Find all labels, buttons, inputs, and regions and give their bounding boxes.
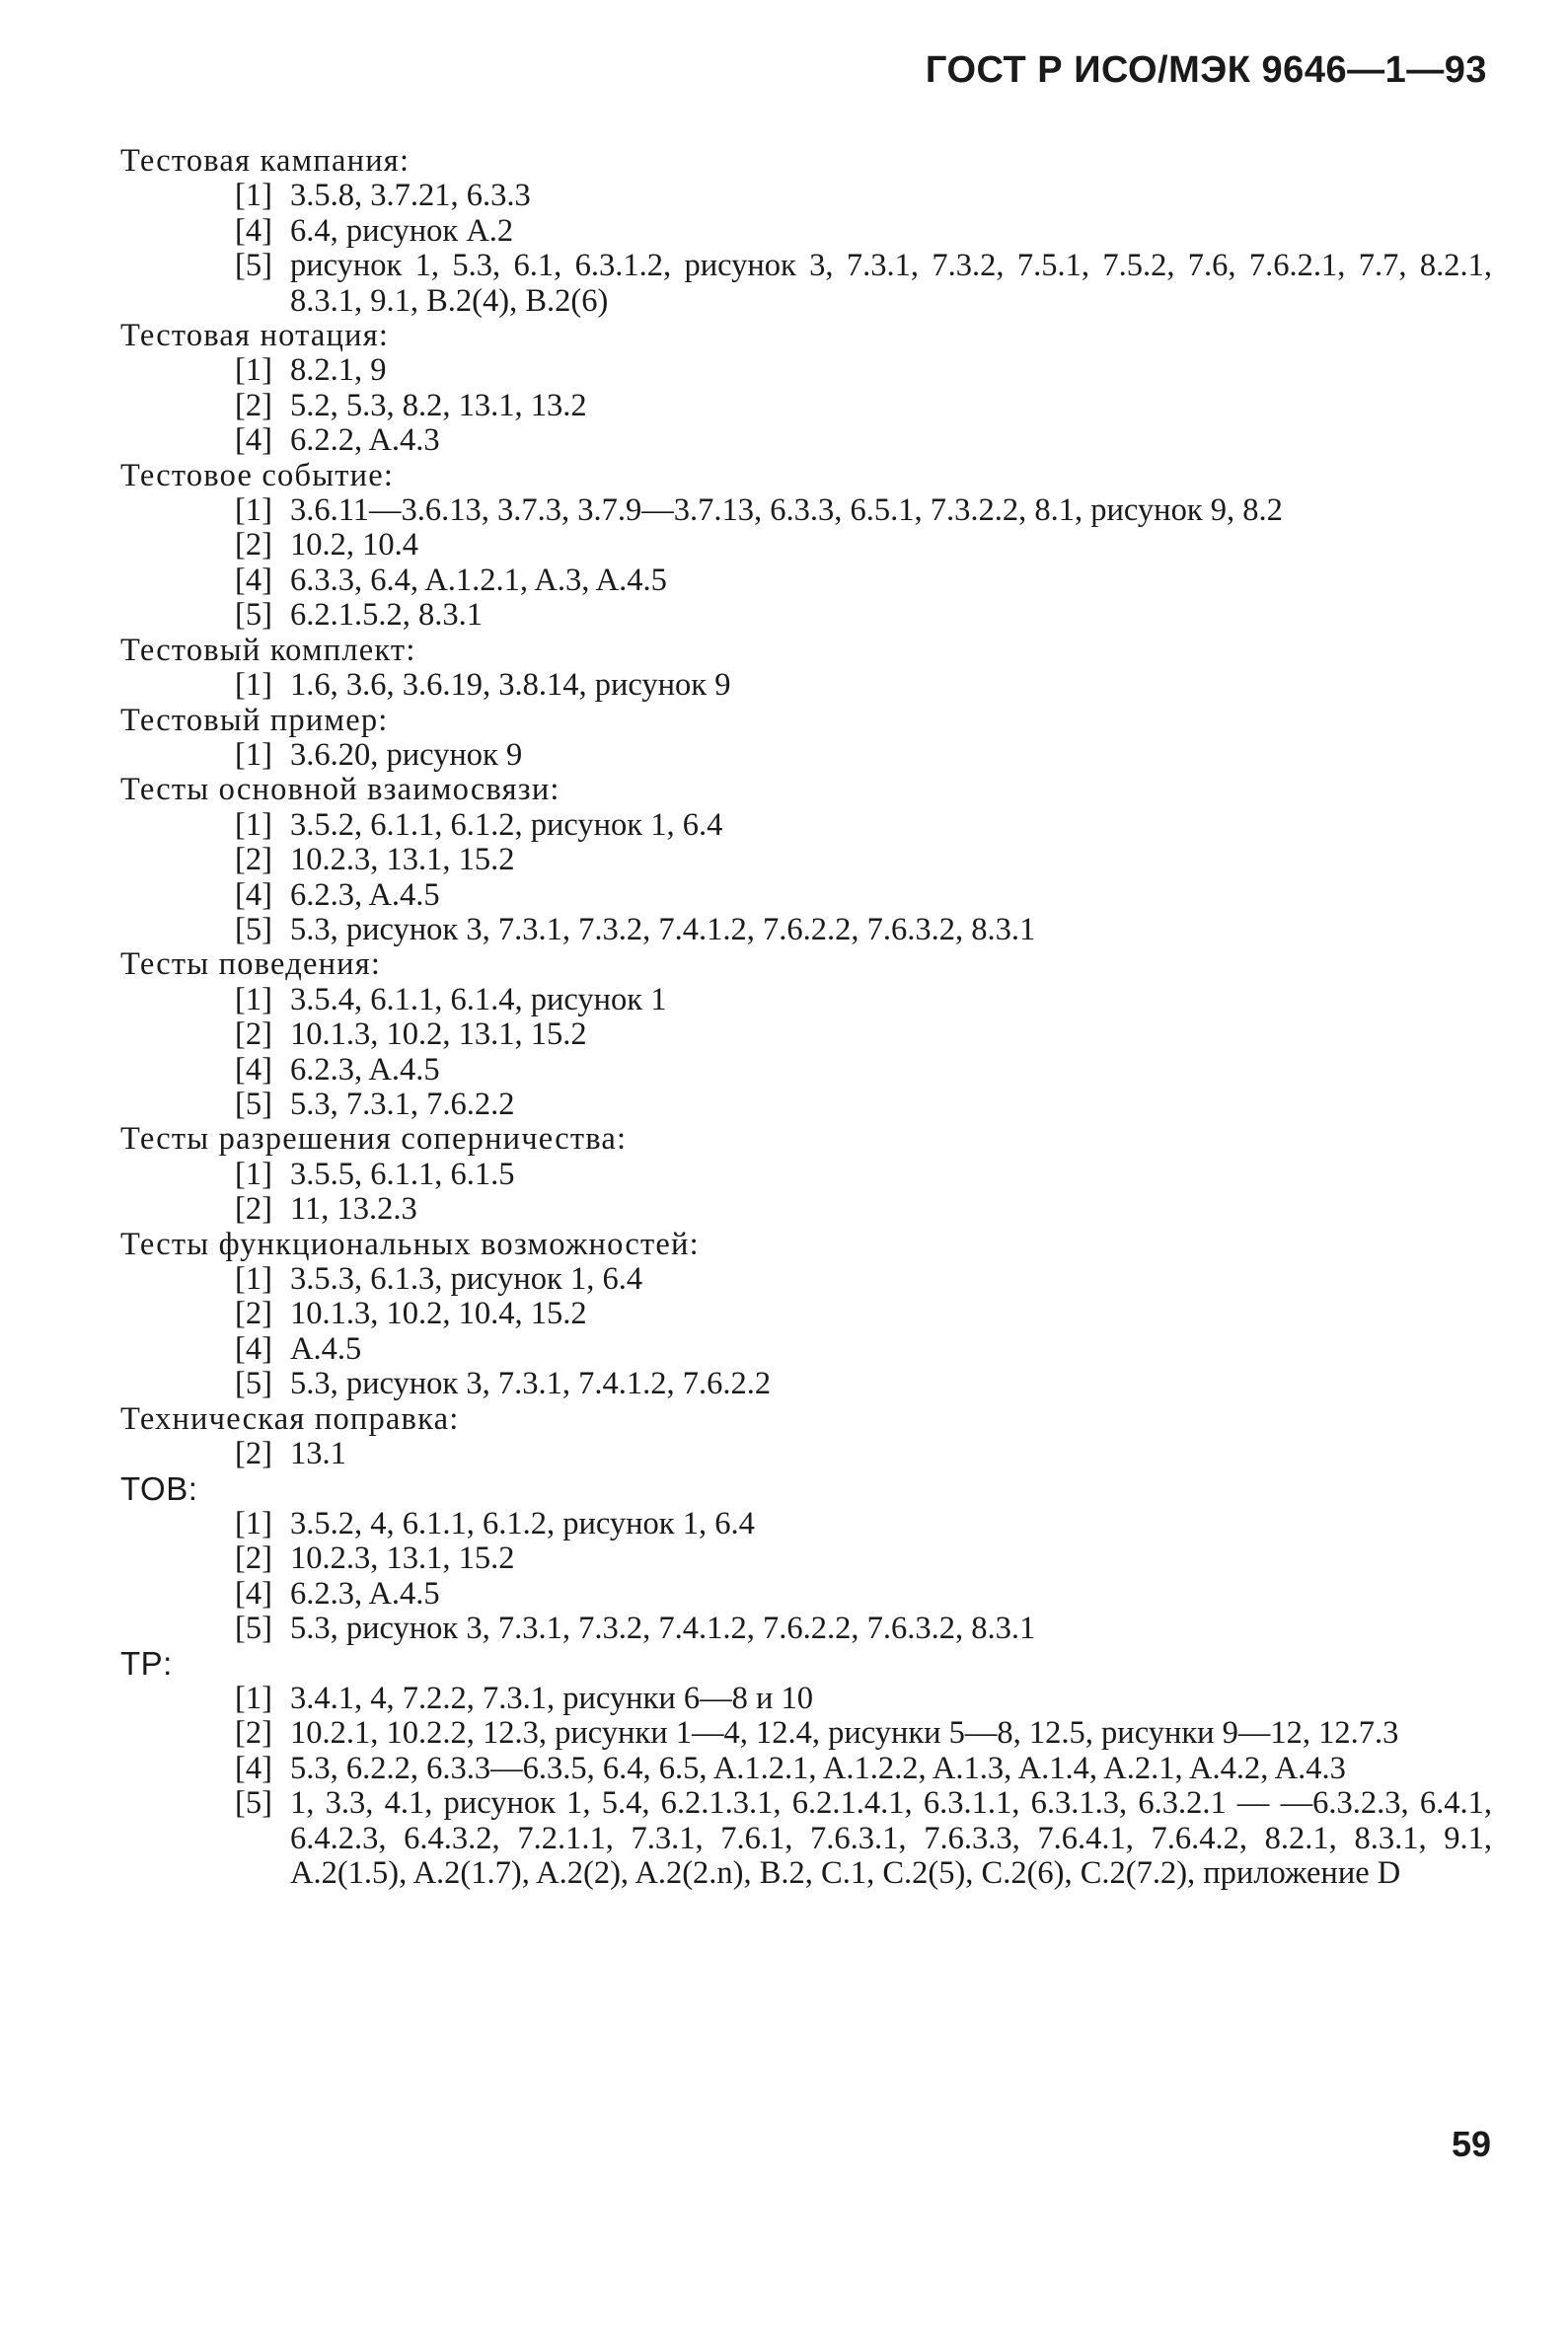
reference-locations: 3.5.2, 4, 6.1.1, 6.1.2, рисунок 1, 6.4 (290, 1505, 755, 1541)
reference-source: [2] (235, 1540, 272, 1577)
reference-source: [2] (235, 1296, 272, 1332)
reference-locations: 5.3, рисунок 3, 7.3.1, 7.3.2, 7.4.1.2, 7.6.2.2, 7.6.3.2, 8.3.1 (290, 911, 1036, 947)
index-entry (120, 1228, 1492, 1402)
reference-source: [5] (235, 1611, 272, 1647)
index-entry (120, 1646, 1492, 1891)
index-entry (120, 1122, 1492, 1227)
reference-source: [1] (235, 981, 272, 1017)
index-reference (120, 1297, 1492, 1331)
reference-locations: 10.2, 10.4 (290, 527, 418, 563)
index-reference (120, 1437, 1492, 1471)
reference-source: [2] (235, 1016, 272, 1053)
index-reference (120, 1541, 1492, 1576)
index-reference (120, 1752, 1492, 1786)
index-entry (120, 634, 1492, 704)
index-term: Тесты разрешения соперничества: (120, 1121, 628, 1158)
index-reference (120, 1088, 1492, 1122)
index-reference (120, 563, 1492, 598)
index-term: Тестовое событие: (120, 457, 395, 493)
reference-locations: 10.2.3, 13.1, 15.2 (290, 842, 515, 878)
index-entry (120, 1471, 1492, 1646)
reference-source: [1] (235, 736, 272, 773)
reference-locations: 6.4, рисунок A.2 (290, 212, 514, 249)
index-reference (120, 493, 1492, 528)
reference-source: [2] (235, 527, 272, 563)
reference-source: [4] (235, 212, 272, 249)
index-reference (120, 1192, 1492, 1227)
index-term: Тесты функциональных возможностей: (120, 1226, 700, 1262)
subject-index (120, 144, 1492, 1891)
reference-locations: 6.2.3, A.4.5 (290, 1051, 440, 1088)
reference-locations: 1, 3.3, 4.1, рисунок 1, 5.4, 6.2.1.3.1, 6.2.1.4.1, 6.3.1.1, 6.3.1.3, 6.3.2.1 — —6.3.2.3, 6.4.1, 6.4.2.3, 6.4.3.2, 7.2.1.1, 7.3.1, 7.6.1, 7.6.3.1, 7.6.3.3, 7.6.4.1, 7.6.4.2, 8.2.1, 8.3.1, 9.1, A.2(1.5), A.2(1.7), A.2(2), A.2(2.n), B.2, C.1, C.2(5), C.2(6), C.2(7.2), приложение D (290, 1785, 1492, 1891)
index-entry (120, 459, 1492, 634)
reference-locations: 3.6.20, рисунок 9 (290, 736, 523, 773)
reference-source: [1] (235, 352, 272, 389)
reference-locations: 6.2.2, A.4.3 (290, 422, 440, 459)
reference-source: [5] (235, 1785, 272, 1822)
reference-source: [1] (235, 1505, 272, 1541)
index-entry (120, 704, 1492, 774)
index-reference (120, 1682, 1492, 1716)
index-term: Тестовая кампания: (120, 143, 411, 179)
reference-source: [1] (235, 806, 272, 843)
reference-locations: 3.5.5, 6.1.1, 6.1.5 (290, 1156, 515, 1192)
index-term: TP: (120, 1645, 173, 1683)
reference-source: [2] (235, 1191, 272, 1228)
reference-source: [5] (235, 1366, 272, 1402)
index-entry (120, 1402, 1492, 1472)
index-reference (120, 808, 1492, 843)
index-reference (120, 983, 1492, 1017)
reference-source: [4] (235, 1575, 272, 1612)
reference-source: [1] (235, 667, 272, 704)
reference-locations: 3.5.2, 6.1.1, 6.1.2, рисунок 1, 6.4 (290, 806, 723, 843)
index-entry (120, 319, 1492, 459)
reference-locations: 3.4.1, 4, 7.2.2, 7.3.1, рисунки 6—8 и 10 (290, 1680, 813, 1716)
index-reference (120, 738, 1492, 773)
reference-locations: 6.2.3, A.4.5 (290, 1575, 440, 1612)
index-term: TOB: (120, 1470, 198, 1508)
reference-locations: 10.2.3, 13.1, 15.2 (290, 1540, 515, 1577)
reference-source: [5] (235, 1086, 272, 1122)
reference-source: [5] (235, 248, 272, 284)
reference-source: [4] (235, 876, 272, 913)
reference-source: [4] (235, 1051, 272, 1088)
page-number: 59 (1451, 2124, 1491, 2164)
reference-source: [1] (235, 1680, 272, 1716)
reference-source: [1] (235, 492, 272, 529)
index-reference (120, 528, 1492, 563)
reference-source: [4] (235, 1330, 272, 1367)
index-term: Техническая поправка: (120, 1400, 460, 1437)
index-reference (120, 249, 1492, 319)
reference-locations: 6.3.3, 6.4, A.1.2.1, A.3, A.4.5 (290, 562, 667, 598)
index-term: Тестовая нотация: (120, 318, 390, 354)
index-reference (120, 1053, 1492, 1088)
reference-source: [1] (235, 1261, 272, 1297)
index-reference (120, 1577, 1492, 1612)
reference-source: [4] (235, 562, 272, 598)
index-reference (120, 1507, 1492, 1541)
index-reference (120, 1332, 1492, 1367)
index-reference (120, 1158, 1492, 1192)
reference-source: [2] (235, 1436, 272, 1472)
index-term: Тесты поведения: (120, 946, 382, 983)
reference-locations: 3.5.3, 6.1.3, рисунок 1, 6.4 (290, 1261, 643, 1297)
reference-source: [2] (235, 842, 272, 878)
reference-locations: 13.1 (290, 1436, 346, 1472)
index-entry (120, 773, 1492, 947)
index-reference (120, 1786, 1492, 1891)
reference-locations: 3.6.11—3.6.13, 3.7.3, 3.7.9—3.7.13, 6.3.3, 6.5.1, 7.3.2.2, 8.1, рисунок 9, 8.2 (290, 492, 1283, 529)
document-header: ГОСТ Р ИСО/МЭК 9646—1—93 (925, 49, 1487, 91)
reference-source: [1] (235, 178, 272, 214)
reference-locations: 3.5.8, 3.7.21, 6.3.3 (290, 178, 531, 214)
index-reference (120, 1612, 1492, 1646)
reference-source: [4] (235, 422, 272, 459)
reference-source: [4] (235, 1750, 272, 1786)
index-term: Тестовый пример: (120, 702, 389, 738)
reference-source: [1] (235, 1156, 272, 1192)
index-reference (120, 843, 1492, 877)
index-reference (120, 389, 1492, 423)
index-reference (120, 179, 1492, 213)
index-reference (120, 353, 1492, 388)
reference-locations: 11, 13.2.3 (290, 1191, 417, 1228)
index-entry (120, 947, 1492, 1122)
reference-locations: 10.1.3, 10.2, 13.1, 15.2 (290, 1016, 587, 1053)
reference-locations: 5.3, рисунок 3, 7.3.1, 7.4.1.2, 7.6.2.2 (290, 1366, 772, 1402)
index-reference (120, 1017, 1492, 1052)
index-reference (120, 913, 1492, 947)
reference-source: [5] (235, 911, 272, 947)
reference-source: [2] (235, 387, 272, 423)
reference-locations: 5.3, 6.2.2, 6.3.3—6.3.5, 6.4, 6.5, A.1.2.1, A.1.2.2, A.1.3, A.1.4, A.2.1, A.4.2, A.4.3 (290, 1750, 1346, 1786)
index-reference (120, 1716, 1492, 1751)
index-reference (120, 214, 1492, 249)
reference-locations: 8.2.1, 9 (290, 352, 387, 389)
reference-locations: 6.2.3, A.4.5 (290, 876, 440, 913)
reference-locations: 10.2.1, 10.2.2, 12.3, рисунки 1—4, 12.4, рисунки 5—8, 12.5, рисунки 9—12, 12.7.3 (290, 1715, 1399, 1752)
index-reference (120, 1367, 1492, 1401)
reference-locations: 1.6, 3.6, 3.6.19, 3.8.14, рисунок 9 (290, 667, 731, 704)
reference-source: [2] (235, 1715, 272, 1752)
reference-locations: A.4.5 (290, 1330, 362, 1367)
index-reference (120, 1262, 1492, 1297)
index-term: Тестовый комплект: (120, 632, 416, 668)
index-entry (120, 144, 1492, 319)
reference-locations: 6.2.1.5.2, 8.3.1 (290, 597, 483, 634)
index-reference (120, 423, 1492, 458)
index-term: Тесты основной взаимосвязи: (120, 772, 560, 808)
reference-locations: 3.5.4, 6.1.1, 6.1.4, рисунок 1 (290, 981, 667, 1017)
index-reference (120, 598, 1492, 633)
reference-locations: рисунок 1, 5.3, 6.1, 6.3.1.2, рисунок 3, 7.3.1, 7.3.2, 7.5.1, 7.5.2, 7.6, 7.6.2.1, 7.7, 8.2.1, 8.3.1, 9.1, B.2(4), B.2(6) (290, 248, 1492, 319)
reference-locations: 5.2, 5.3, 8.2, 13.1, 13.2 (290, 387, 587, 423)
reference-locations: 5.3, 7.3.1, 7.6.2.2 (290, 1086, 515, 1122)
reference-locations: 10.1.3, 10.2, 10.4, 15.2 (290, 1296, 587, 1332)
reference-source: [5] (235, 597, 272, 634)
reference-locations: 5.3, рисунок 3, 7.3.1, 7.3.2, 7.4.1.2, 7.6.2.2, 7.6.3.2, 8.3.1 (290, 1611, 1036, 1647)
index-reference (120, 668, 1492, 703)
index-reference (120, 878, 1492, 913)
